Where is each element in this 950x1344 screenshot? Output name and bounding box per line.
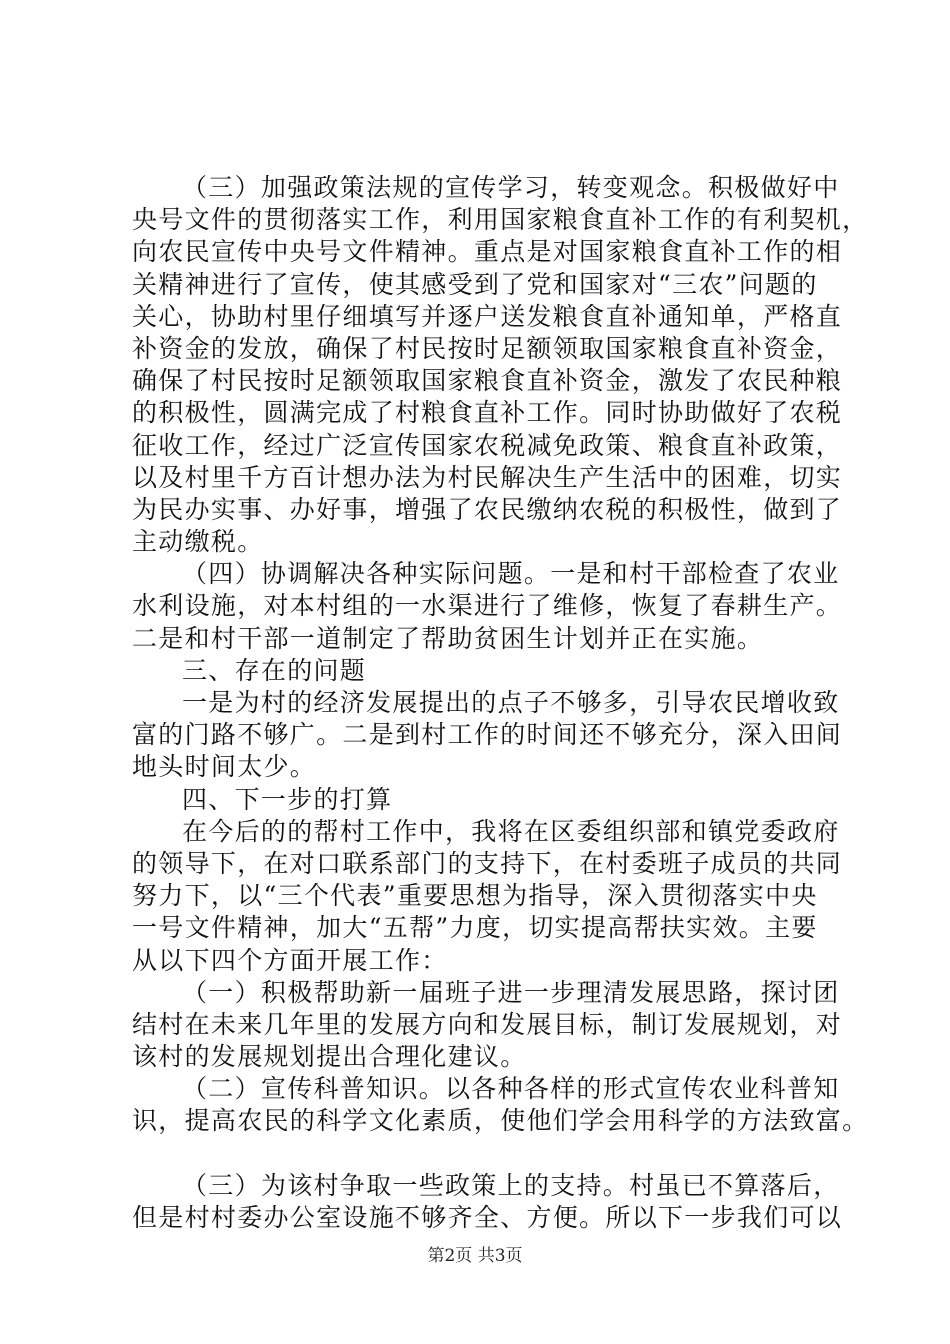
text-line: 征收工作，经过广泛宣传国家农税减免政策、粮食直补政策， <box>132 430 843 460</box>
text-line: 确保了村民按时足额领取国家粮食直补资金，激发了农民种粮 <box>132 366 843 396</box>
text-line: 的领导下，在对口联系部门的支持下，在村委班子成员的共同 <box>132 848 843 878</box>
section-heading-next-steps: 四、下一步的打算 <box>182 784 393 814</box>
text-line: 为民办实事、办好事，增强了农民缴纳农税的积极性，做到了 <box>132 494 843 524</box>
text-line: 但是村村委办公室设施不够齐全、方便。所以下一步我们可以 <box>132 1202 843 1232</box>
text-line: 一号文件精神，加大“五帮”力度，切实提高帮扶实效。主要 <box>132 913 818 943</box>
text-line: 该村的发展规划提出合理化建议。 <box>132 1042 527 1072</box>
paragraph-coordinate-problems <box>132 558 843 655</box>
text-line: 二是和村干部一道制定了帮助贫困生计划并正在实施。 <box>132 623 764 653</box>
text-line: 在今后的的帮村工作中，我将在区委组织部和镇党委政府 <box>182 816 840 846</box>
text-line: 一是为村的经济发展提出的点子不够多，引导农民增收致 <box>182 688 840 717</box>
text-line: （三）为该村争取一些政策上的支持。村虽已不算落后， <box>182 1170 840 1200</box>
text-line: （二）宣传科普知识。以各种各样的形式宣传农业科普知 <box>182 1074 840 1104</box>
text-line: 地头时间太少。 <box>132 752 317 782</box>
text-line: 富的门路不够广。二是到村工作的时间还不够充分，深入田间 <box>132 720 843 750</box>
text-line: 关精神进行了宣传，使其感受到了党和国家对“三农”问题的 <box>132 269 818 299</box>
text-line: 从以下四个方面开展工作： <box>132 945 448 975</box>
text-line: 努力下，以“三个代表”重要思想为指导，深入贯彻落实中央 <box>132 881 818 911</box>
text-line: 央号文件的贯彻落实工作，利用国家粮食直补工作的有利契机， <box>132 205 869 235</box>
text-line: 水利设施，对本村组的一水渠进行了维修，恢复了春耕生产。 <box>132 591 843 621</box>
blank-line <box>132 1138 832 1170</box>
text-line: 关心，协助村里仔细填写并逐户送发粮食直补通知单，严格直 <box>132 301 843 331</box>
text-line: 结村在未来几年里的发展方向和发展目标，制订发展规划，对 <box>132 1009 843 1039</box>
page-footer: 第2页 共3页 <box>427 1246 523 1266</box>
section-heading-problems: 三、存在的问题 <box>182 655 367 685</box>
text-line: 识，提高农民的科学文化素质，使他们学会用科学的方法致富。 <box>132 1106 869 1136</box>
text-line: 主动缴税。 <box>132 527 264 557</box>
document-body <box>132 172 869 1234</box>
paragraph-policy-publicity <box>132 172 869 558</box>
paragraph-development-planning <box>132 977 843 1074</box>
paragraph-next-intro <box>132 816 843 977</box>
text-line: 以及村里千方百计想办法为村民解决生产生活中的困难，切实 <box>132 462 843 492</box>
text-line: （一）积极帮助新一届班子进一步理清发展思路，探讨团 <box>182 977 840 1007</box>
paragraph-problems <box>132 687 843 784</box>
paragraph-science-knowledge <box>132 1073 869 1137</box>
paragraph-policy-support <box>132 1170 843 1234</box>
text-line: （四）协调解决各种实际问题。一是和村干部检查了农业 <box>182 559 840 589</box>
text-line: 向农民宣传中央号文件精神。重点是对国家粮食直补工作的相 <box>132 237 843 267</box>
text-line: （三）加强政策法规的宣传学习，转变观念。积极做好中 <box>182 173 840 202</box>
text-line: 的积极性，圆满完成了村粮食直补工作。同时协助做好了农税 <box>132 398 843 428</box>
text-line: 补资金的发放，确保了村民按时足额领取国家粮食直补资金， <box>132 333 843 363</box>
